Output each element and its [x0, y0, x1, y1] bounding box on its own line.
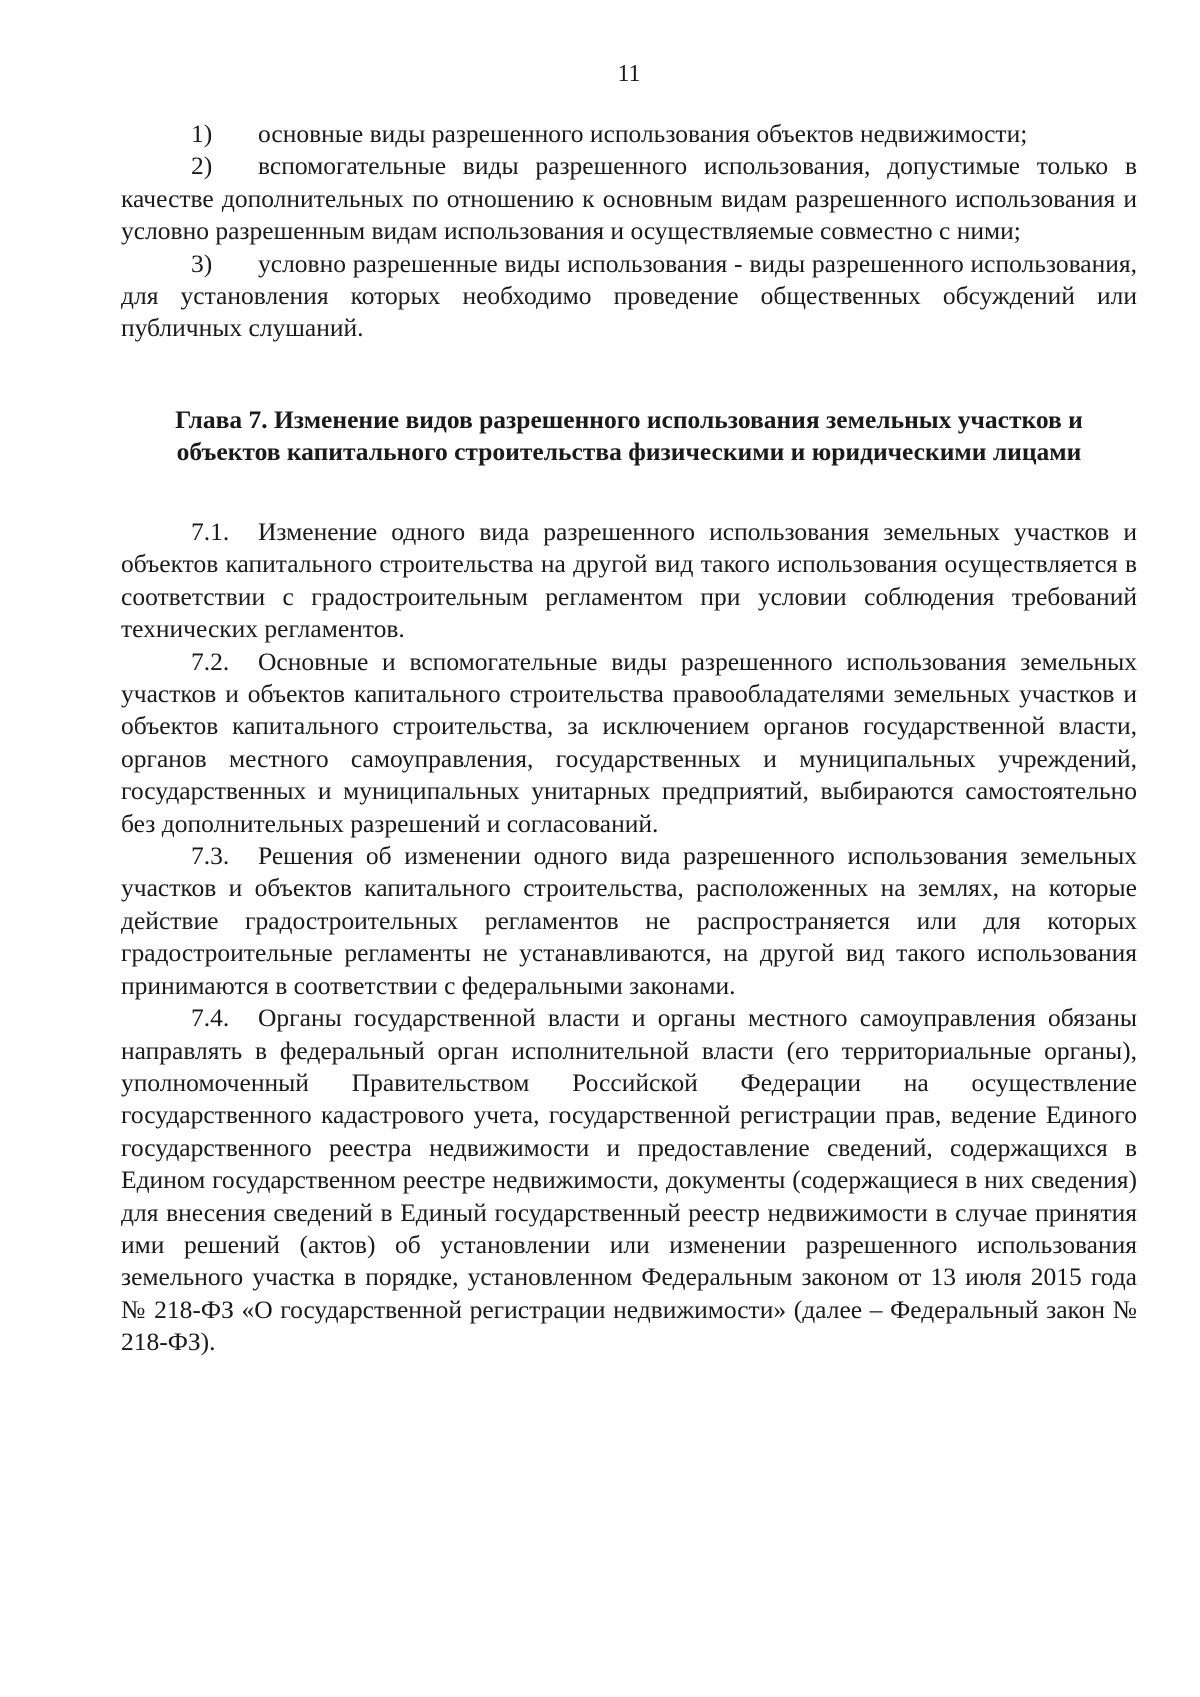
- section-number: 7.4.: [191, 1003, 230, 1033]
- section-number: 7.2.: [191, 646, 230, 676]
- list-item-marker: 3): [191, 248, 213, 278]
- list-item: [121, 118, 1137, 150]
- sections-block: [121, 516, 1137, 1359]
- page-number: 11: [617, 61, 641, 87]
- section-paragraph: [121, 840, 1137, 1002]
- list-item: [121, 150, 1137, 247]
- list-item-marker: 2): [191, 151, 213, 181]
- section-text: Основные и вспомогательные виды разрешенного использования земельных участков и объектов капитального строительства правообладателями земельных участков и объектов капитального строительства, за исключением органов государственной власти, органов местного самоуправления, государственных и муниципальных учреждений, государственных и муниципальных унитарных предприятий, выбираются самостоятельно без дополнительных разрешений и согласований.: [121, 646, 1137, 838]
- list-item-text: условно разрешенные виды использования - виды разрешенного использования, для установления которых необходимо проведение общественных обсуждений или публичных слушаний.: [121, 248, 1137, 343]
- list-block: [121, 118, 1137, 345]
- section-paragraph: [121, 646, 1137, 840]
- document-page: [121, 0, 1137, 1697]
- section-text: Органы государственной власти и органы местного самоуправления обязаны направлять в федеральный орган исполнительной власти (его территориальные органы), уполномоченный Правительством Российской Федерации на осуществление государственного кадастрового учета, государственной регистрации прав, ведение Единого государственного реестра недвижимости и предоставление сведений, содержащихся в Едином государственном реестре недвижимости, документы (содержащиеся в них сведения) для внесения сведений в Единый государственный реестр недвижимости в случае принятия ими решений (актов) об установлении или изменении разрешенного использования земельного участка в порядке, установленном Федеральным законом от 13 июля 2015 года № 218-ФЗ «О государственной регистрации недвижимости» (далее – Федеральный закон № 218-ФЗ).: [121, 1003, 1137, 1357]
- section-text: Изменение одного вида разрешенного использования земельных участков и объектов капитального строительства на другой вид такого использования осуществляется в соответствии с градостроительным регламентом при условии соблюдения требований технических регламентов.: [121, 517, 1137, 644]
- chapter-heading-block: [121, 404, 1137, 468]
- section-text: Решения об изменении одного вида разрешенного использования земельных участков и объектов капитального строительства, расположенных на землях, на которые действие градостроительных регламентов не распространяется или для которых градостроительные регламенты не устанавливаются, на другой вид такого использования принимаются в соответствии с федеральными законами.: [121, 841, 1137, 1000]
- list-item-marker: 1): [191, 119, 213, 148]
- section-number: 7.1.: [191, 517, 230, 546]
- list-item-text: вспомогательные виды разрешенного использования, допустимые только в качестве дополнительных по отношению к основным видам разрешенного использования и условно разрешенным видам использования и осуществляемые совместно с ними;: [121, 151, 1137, 246]
- list-item-text: основные виды разрешенного использования объектов недвижимости;: [258, 119, 1028, 148]
- list-item: [121, 248, 1137, 345]
- section-paragraph: [121, 1002, 1137, 1358]
- section-paragraph: [121, 516, 1137, 646]
- section-number: 7.3.: [191, 841, 230, 871]
- chapter-heading: Глава 7. Изменение видов разрешенного использования земельных участков и объектов капитального строительства физическими и юридическими лицами: [175, 405, 1083, 466]
